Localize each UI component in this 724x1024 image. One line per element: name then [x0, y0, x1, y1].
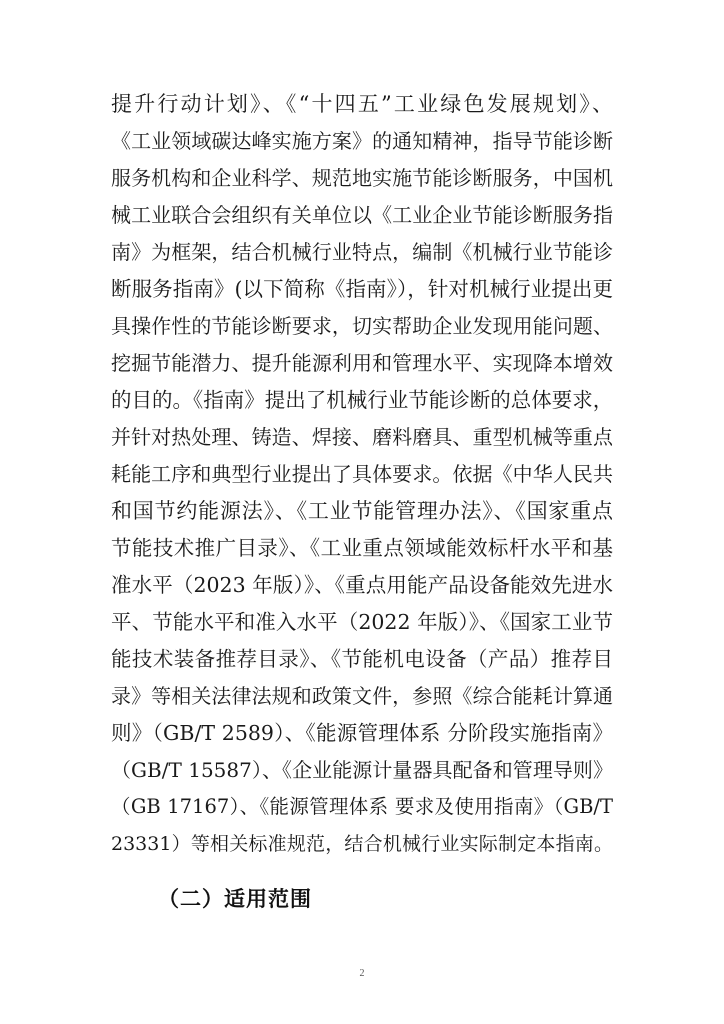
paragraph-line: 提升行动计划》、《“十四五”工业绿色发展规划》、	[111, 92, 613, 116]
paragraph-line: 《工业领域碳达峰实施方案》的通知精神，指导节能诊断	[111, 129, 613, 153]
paragraph-line: 的目的。《指南》提出了机械行业节能诊断的总体要求，	[111, 388, 614, 412]
paragraph-line: 并针对热处理、铸造、焊接、磨料磨具、重型机械等重点	[111, 425, 613, 449]
paragraph-line: （GB/T 15587）、《企业能源计量器具配备和管理导则》	[111, 758, 613, 782]
paragraph-line: 和国节约能源法》、《工业节能管理办法》、《国家重点	[111, 499, 613, 523]
paragraph-line: 断服务指南》(以下简称《指南》），针对机械行业提出更	[111, 277, 613, 301]
paragraph-line: 平、节能水平和准入水平（2022 年版）》、《国家工业节	[111, 610, 613, 634]
paragraph-line: 录》等相关法律法规和政策文件，参照《综合能耗计算通	[111, 684, 613, 708]
paragraph-line: 挖掘节能潜力、提升能源利用和管理水平、实现降本增效	[111, 351, 613, 375]
paragraph-line: 准水平（2023 年版）》、《重点用能产品设备能效先进水	[111, 573, 613, 597]
paragraph-line: （GB 17167）、《能源管理体系 要求及使用指南》（GB/T	[111, 795, 613, 818]
paragraph-line: 则》（GB/T 2589）、《能源管理体系 分阶段实施指南》	[111, 721, 613, 745]
paragraph-line: 南》为框架，结合机械行业特点，编制《机械行业节能诊	[111, 240, 613, 264]
paragraph-line: 具操作性的节能诊断要求，切实帮助企业发现用能问题、	[111, 314, 613, 338]
paragraph-line: 节能技术推广目录》、《工业重点领域能效标杆水平和基	[111, 536, 613, 560]
paragraph-line: 23331）等相关标准规范，结合机械行业实际制定本指南。	[111, 833, 613, 855]
page-number: 2	[359, 968, 365, 979]
paragraph-line: 服务机构和企业科学、规范地实施节能诊断服务，中国机	[111, 166, 613, 190]
paragraph-line: 耗能工序和典型行业提出了具体要求。依据《中华人民共	[111, 462, 613, 486]
paragraph-line: 械工业联合会组织有关单位以《工业企业节能诊断服务指	[111, 203, 613, 227]
paragraph-line: 能技术装备推荐目录》、《节能机电设备（产品）推荐目	[111, 647, 613, 671]
section-heading: （二）适用范围	[158, 887, 312, 911]
